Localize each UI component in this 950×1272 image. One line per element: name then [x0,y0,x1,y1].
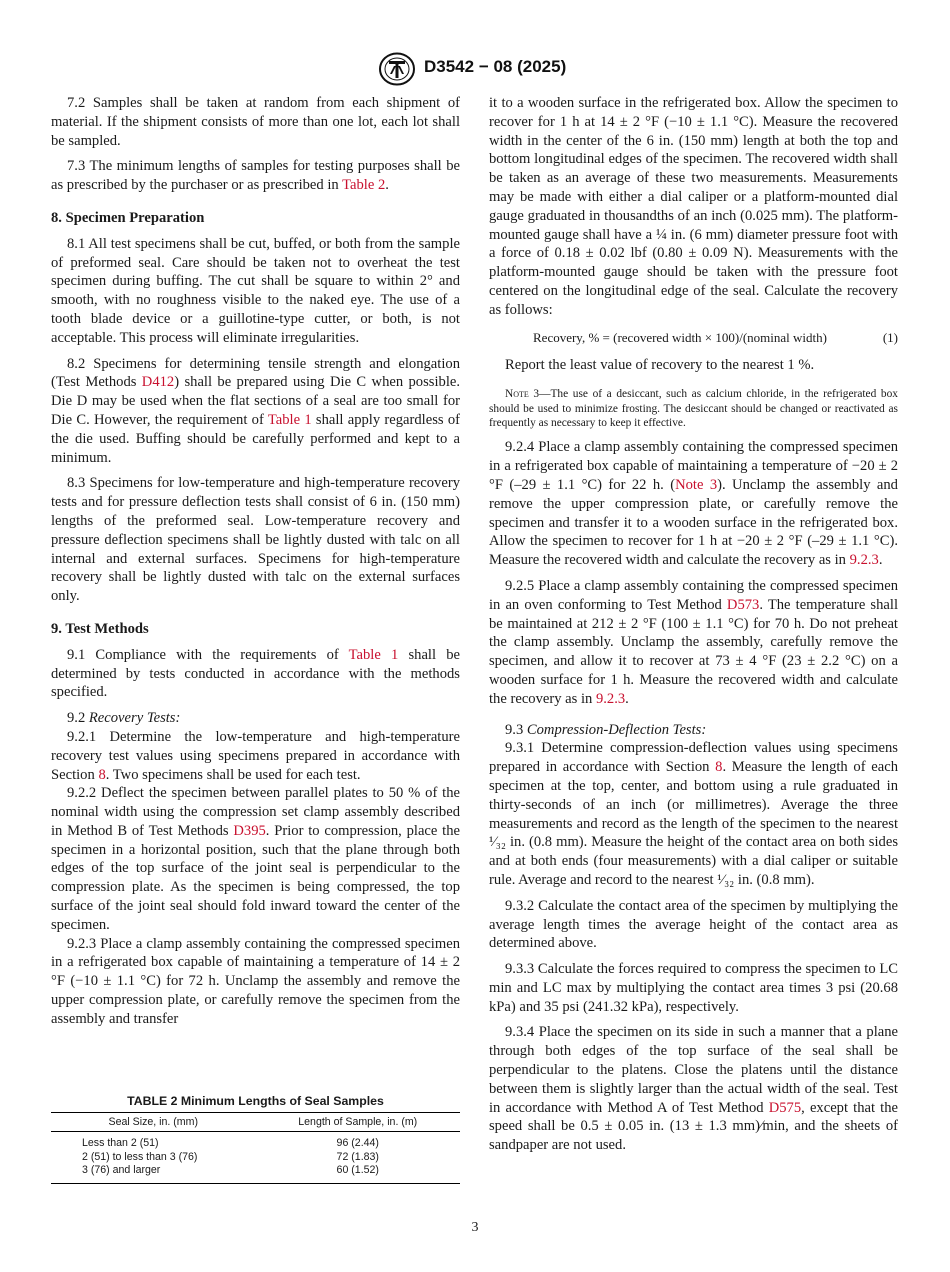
equation-number: (1) [882,329,898,345]
table-1-link[interactable]: Table 1 [267,411,312,428]
paragraph-9-2-5: 9.2.5 Place a clamp assembly containing the compressed specimen in an oven conforming to Test Method D573. The temperature shall be maintained at 212 ± 2 °F (100 ± 1.1 °C) for 70 h. Do not preheat the clamp assembly. Unclamp the assembly, carefully remove the specimen, and allow it to recover at 73 ± 4 °F (23 ± 2.2 °C) on a wooden surface for 1 h. Measure the recovered width and calculate the recovery as in 9.2.3. [489,577,898,707]
paragraph-9-3: 9.3 Compression-Deflection Tests: [505,721,707,738]
table-header-sample-length: Length of Sample, in. (m) [256,1113,461,1132]
note-3: Note 3—The use of a desiccant, such as calcium chloride, in the refrigerated box should be used to minimize frosting. The desiccant should be changed or reactivated as frequently as necessary to keep it effective. [489,388,898,429]
paragraph-9-3-2: 9.3.2 Calculate the contact area of the specimen by multiplying the average length times the average height of the contact area as determined above. [489,897,898,952]
d575-link[interactable]: D575 [768,1099,802,1116]
table-row: Less than 2 (51) 96 (2.44) [82,1137,379,1149]
section-9-heading: 9. Test Methods [51,620,149,637]
d573-link[interactable]: D573 [726,596,760,613]
paragraph-report: Report the least value of recovery to the nearest 1 %. [505,357,815,374]
table-row: 3 (76) and larger 60 (1.52) [51,1164,460,1183]
document-id: D3542 − 08 (2025) [424,57,567,76]
paragraph-9-3-4: 9.3.4 Place the specimen on its side in such a manner that a plane through both edges of the top surface of the seal shall be perpendicular to the platens. Close the platens until the distance between them is slightly larger than the actual width of the seal. Test in accordance with Method A of Test Method D575, except that the speed shall be 0.5 ± 0.05 in. (13 ± 1.3 mm)⁄min, and the sheets of sandpaper are not used. [489,1024,899,1154]
paragraph-9-3-3: 9.3.3 Calculate the forces required to compress the specimen to LC min and LC max by multiplying the contact area times 3 psi (20.68 kPa) and 35 psi (241.32 kPa), respectively. [489,961,898,1015]
d412-link[interactable]: D412 [141,374,175,391]
note-3-link[interactable]: Note 3 [675,476,718,493]
astm-logo-icon [378,52,416,86]
table-row: 2 (51) to less than 3 (76) 72 (1.83) [82,1150,379,1163]
page-header [0,52,950,86]
equation-text: Recovery, % = (recovered width × 100)/(nominal width) [533,329,827,345]
section-8-link[interactable]: 8 [715,759,723,776]
section-9-2-3-link[interactable]: 9.2.3 [849,552,879,569]
page-number: 3 [471,1220,479,1235]
table-2-title: TABLE 2 Minimum Lengths of Seal Samples [127,1094,384,1108]
paragraph-9-1: 9.1 Compliance with the requirements of Table 1 shall be determined by tests conducted in accordance with the methods specified. [51,646,460,701]
paragraph-8-2: 8.2 Specimens for determining tensile strength and elongation (Test Methods D412) shall be prepared using Die C when possible. Die D may be used when the flat sections of a seal are too small for Die C. However, the requirement of Table 1 shall apply regardless of the die used. Buffing should be carefully performed and kept to a minimum. [51,355,460,466]
paragraph-8-3: 8.3 Specimens for low-temperature and high-temperature recovery tests and for pressure deflection tests shall consist of 6 in. (150 mm) lengths of the preformed seal. Low-temperature recovery and pressure deflection specimens shall be lightly dusted with talc on all internal and external surfaces. Specimens for high-temperature recovery shall be lightly dusted with talc on the external surfaces only. [51,475,460,605]
table-2-grid [51,1112,460,1184]
d395-link[interactable]: D395 [233,822,266,839]
paragraph-9-2-3: 9.2.3 Place a clamp assembly containing the compressed specimen in a refrigerated box capable of maintaining a temperature of 14 ± 2 °F (−10 ± 1.1 °C) for 72 h. Unclamp the assembly and remove the upper compression plate, or carefully remove the specimen from the assembly and transfer [51,935,460,1027]
section-9-2-3-link[interactable]: 9.2.3 [595,690,626,707]
table-1-link[interactable]: Table 1 [348,646,399,663]
paragraph-9-2-1: 9.2.1 Determine the low-temperature and high-temperature recovery test values using specimens prepared in accordance with Section 8. Two specimens shall be used for each test. [51,728,460,783]
paragraph-9-2-2: 9.2.2 Deflect the specimen between parallel plates to 50 % of the nominal width using the compression set clamp assembly described in Method B of Test Methods D395. Prior to compression, place the specimen in a horizontal position, such that the plane through both edges of the top surface of the joint seal is perpendicular to the compression plate. As the specimen is being compressed, the top surface of the joint seal should fold inward toward the center of the specimen. [51,785,461,933]
table-header-seal-size: Seal Size, in. (mm) [51,1113,256,1132]
section-8-link[interactable]: 8 [98,766,106,783]
left-column [51,94,460,1029]
paragraph-9-2-3-continued: it to a wooden surface in the refrigerated box. Allow the specimen to recover for 1 h at 14 ± 2 °F (−10 ± 1.1 °C). Measure the recovered width in the center of the 6 in. (150 mm) length at both the top and bottom longitudinal edges of the specimen. The recovered width shall be taken as an average of these two measurements. Measurements may be made with either a dial caliper or a platform-mounted dial gauge graduated in thousandths of an inch (0.025 mm). The platform-mounted gauge shall have a ¼ in. (6 mm) diameter pressure foot with a force of 0.18 ± 0.02 lbf (0.80 ± 0.09 N). Measurements with the platform-mounted gauge should be taken with the pressure foot centered on the longitudinal edge of the seal. Calculate the recovery as follows: [489,95,898,318]
table-2 [51,1094,460,1184]
equation-1 [489,329,898,348]
paragraph-8-1: 8.1 All test specimens shall be cut, buffed, or both from the sample of preformed seal. Care should be taken not to overheat the test specimen during buffing. The cut shall be square to within 2° and smooth, with no roughness visible to the naked eye. The use of a tooth blade device or a guillotine-type cutter, or both, is not acceptable. This process will eliminate irregularities. [51,235,460,346]
paragraph-9-2: 9.2 Recovery Tests: [67,710,181,727]
section-8-heading: 8. Specimen Preparation [51,209,205,226]
right-column [489,94,898,1162]
paragraph-7-3: 7.3 The minimum lengths of samples for testing purposes shall be as prescribed by the purchaser or as prescribed in Table 2. [51,158,460,194]
paragraph-9-2-4: 9.2.4 Place a clamp assembly containing the compressed specimen in a refrigerated box capable of maintaining a temperature of −20 ± 2 °F (–29 ± 1.1 °C) for 22 h. (Note 3). Unclamp the assembly and remove the upper compression plate, or carefully remove the specimen and transfer it to a wooden surface in the refrigerated box. Allow the specimen to recover for 1 h at −20 ± 2 °F (–29 ± 1.1 °C). Measure the recovered width and calculate the recovery as in 9.2.3. [489,439,898,569]
paragraph-7-2: 7.2 Samples shall be taken at random from each shipment of material. If the shipment consists of more than one lot, each lot shall be sampled. [51,95,460,149]
paragraph-9-3-1: 9.3.1 Determine compression-deflection values using specimens prepared in accordance with Section 8. Measure the length of each specimen at the top, center, and bottom using a rule graduated in thirty-seconds of an inch (or millimetres). Average the three measurements and record as the length of the specimen to the nearest ¹⁄₃₂ in. (0.8 mm). Measure the height of the contact area on both sides and at both ends (four measurements) with a dial caliper or suitable rule. Average and record to the nearest ¹⁄₃₂ in. (0.8 mm). [489,740,898,888]
table-2-link[interactable]: Table 2 [342,177,386,194]
